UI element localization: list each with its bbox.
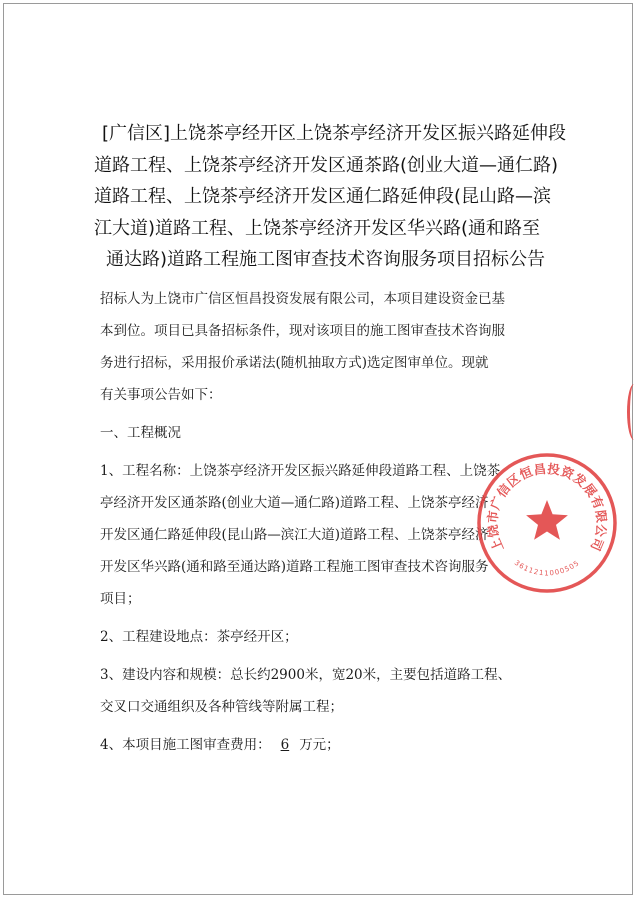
paragraph-line: 开发区通仁路延伸段(昆山路—滨江大道)道路工程、上饶茶亭经济 bbox=[100, 527, 489, 543]
item-4 bbox=[100, 729, 560, 761]
item-4-suffix: 万元； bbox=[299, 737, 340, 753]
intro-paragraph bbox=[100, 283, 560, 411]
company-seal bbox=[474, 450, 620, 596]
item-2: 2、工程建设地点：茶亭经开区； bbox=[100, 629, 298, 645]
paragraph-line: 交叉口交通组织及各种管线等附属工程； bbox=[100, 699, 343, 715]
paragraph-line: 招标人为上饶市广信区恒昌投资发展有限公司，本项目建设资金已基 bbox=[100, 291, 505, 307]
title-line: 道路工程、上饶茶亭经济开发区通茶路(创业大道—通仁路) bbox=[94, 154, 559, 176]
paragraph-line: 有关事项公告如下： bbox=[100, 387, 222, 403]
seal-edge-mark bbox=[627, 384, 638, 440]
fee-amount: 6 bbox=[280, 737, 290, 753]
title-line: 通达路)道路工程施工图审查技术咨询服务项目招标公告 bbox=[106, 249, 546, 270]
svg-text:3611211000505 bbox=[513, 559, 581, 578]
seal-ring-text: 上饶市广信区恒昌投资发展有限公司 bbox=[484, 460, 610, 554]
paragraph-line: 本到位。项目已具备招标条件，现对该项目的施工图审查技术咨询服 bbox=[100, 323, 505, 339]
document-title bbox=[94, 118, 567, 276]
seal-code-text: 3611211000505 bbox=[512, 558, 582, 578]
paragraph-line: 亭经济开发区通茶路(创业大道—通仁路)道路工程、上饶茶亭经济 bbox=[100, 495, 489, 511]
item-3 bbox=[100, 659, 560, 723]
item-4-prefix: 4、本项目施工图审查费用： bbox=[100, 737, 271, 753]
paragraph-line: 务进行招标，采用报价承诺法(随机抽取方式)选定图审单位。现就 bbox=[100, 355, 489, 371]
section-heading: 一、工程概况 bbox=[100, 425, 181, 441]
title-line: 江大道)道路工程、上饶茶亭经济开发区华兴路(通和路至 bbox=[94, 217, 541, 239]
seal-star-icon bbox=[526, 500, 568, 540]
paragraph-line: 1、工程名称：上饶茶亭经济开发区振兴路延伸段道路工程、上饶茶 bbox=[100, 463, 501, 479]
paragraph-line: 3、建设内容和规模：总长约2900米，宽20米，主要包括道路工程、 bbox=[100, 667, 512, 683]
title-line: 道路工程、上饶茶亭经济开发区通仁路延伸段(昆山路—滨 bbox=[94, 186, 552, 207]
paragraph-line: 项目； bbox=[100, 591, 141, 607]
paragraph-line: 开发区华兴路(通和路至通达路)道路工程施工图审查技术咨询服务 bbox=[100, 559, 489, 575]
title-line: [广信区]上饶茶亭经开区上饶茶亭经济开发区振兴路延伸段 bbox=[102, 123, 567, 144]
